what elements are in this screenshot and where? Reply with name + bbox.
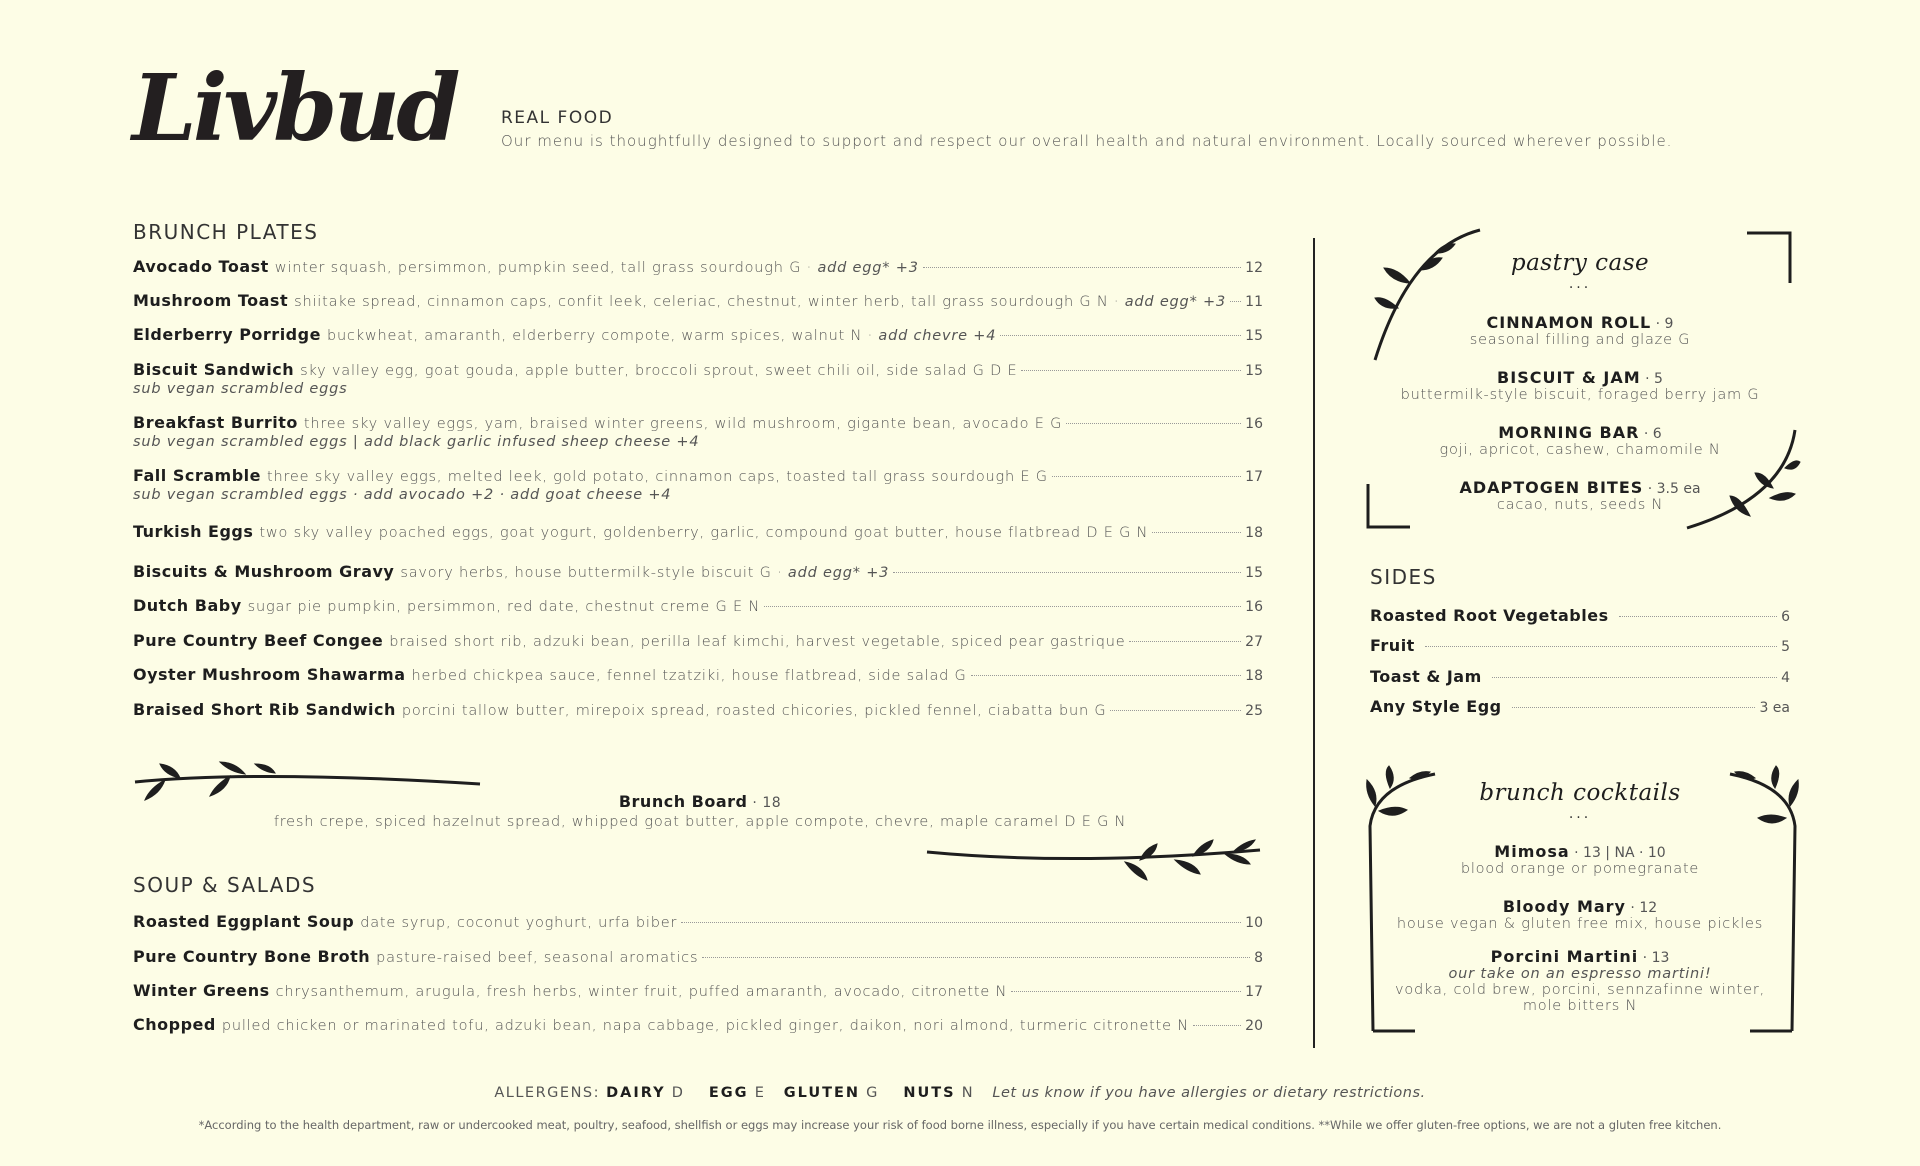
board-description: fresh crepe, spiced hazelnut spread, whipped goat butter, apple compote, chevre, maple caramel D E G N [273, 814, 1127, 830]
item-price: 18 [1245, 668, 1263, 684]
allergens-label: ALLERGENS: [494, 1085, 607, 1101]
pastry-item-name: MORNING BAR [1498, 423, 1640, 442]
pastry-item [1380, 368, 1780, 403]
item-description: date syrup, coconut yoghurt, urfa biber [360, 915, 678, 931]
item-price: 25 [1245, 703, 1263, 719]
cocktail-price: · 13 | NA · 10 [1569, 845, 1666, 861]
cocktail-item [1380, 947, 1780, 1014]
pastry-item-description: seasonal filling and glaze G [1469, 332, 1691, 348]
side-item-name: Roasted Root Vegetables [1370, 606, 1609, 625]
item-price: 10 [1245, 915, 1263, 931]
health-footnote: *According to the health department, raw or undercooked meat, poultry, seafood, shellfish or eggs may increase your risk of food borne illness, especially if you have certain medical conditions. **While we offer gluten-free options, we are not a gluten free kitchen. [198, 1118, 1722, 1132]
pastry-item [1380, 478, 1780, 513]
allergen-egg: EGG [708, 1085, 749, 1101]
item-description: chrysanthemum, arugula, fresh herbs, winter fruit, puffed amaranth, avocado, citronette N [275, 984, 1008, 1000]
sides-heading: SIDES [1370, 565, 1437, 589]
soup-salads-heading: SOUP & SALADS [133, 873, 317, 897]
item-price: 17 [1245, 984, 1263, 1000]
item-description: three sky valley eggs, melted leek, gold potato, cinnamon caps, toasted tall grass sourdough E G [266, 469, 1048, 485]
board-price: · 18 [747, 795, 782, 811]
item-name: Roasted Eggplant Soup [133, 912, 355, 931]
side-item [1370, 606, 1790, 625]
tagline-title: REAL FOOD [501, 108, 614, 128]
menu-item [133, 413, 1263, 450]
cocktail-name: Bloody Mary [1502, 897, 1626, 916]
item-price: 17 [1245, 469, 1263, 485]
brunch-plates-heading: BRUNCH PLATES [133, 220, 319, 244]
pastry-item [1380, 423, 1780, 458]
pastry-item-description: buttermilk-style biscuit, foraged berry jam G [1400, 387, 1760, 403]
item-description: buckwheat, amaranth, elderberry compote, warm spices, walnut N · add chevre +4 [326, 328, 997, 344]
allergen-note: Let us know if you have allergies or dietary restrictions. [992, 1085, 1426, 1101]
item-price: 27 [1245, 634, 1263, 650]
item-price: 18 [1245, 525, 1263, 541]
item-description: herbed chickpea sauce, fennel tzatziki, house flatbread, side salad G [411, 668, 967, 684]
brunch-cocktails-title: brunch cocktails [1479, 780, 1681, 806]
allergen-nuts: NUTS [903, 1085, 956, 1101]
menu-item [133, 291, 1263, 310]
item-name: Oyster Mushroom Shawarma [133, 665, 406, 684]
allergen-gluten: GLUTEN [783, 1085, 861, 1101]
item-substitution: sub vegan scrambled eggs · add avocado +2 · add goat cheese +4 [133, 487, 672, 503]
side-item-price: 3 ea [1759, 700, 1790, 716]
item-description: three sky valley eggs, yam, braised winter greens, wild mushroom, gigante bean, avocado E G [303, 416, 1063, 432]
menu-item [133, 1015, 1263, 1034]
right-branch-icon [925, 838, 1265, 888]
cocktail-item [1380, 897, 1780, 932]
item-name: Elderberry Porridge [133, 325, 321, 344]
item-name: Biscuit Sandwich [133, 360, 295, 379]
item-name: Pure Country Bone Broth [133, 947, 371, 966]
item-name: Fall Scramble [133, 466, 261, 485]
side-item-name: Any Style Egg [1370, 697, 1502, 716]
menu-item [133, 257, 1263, 276]
menu-item [133, 947, 1263, 966]
item-name: Mushroom Toast [133, 291, 289, 310]
item-description: sky valley egg, goat gouda, apple butter, broccoli sprout, sweet chili oil, side salad G D E [300, 363, 1018, 379]
item-description: pulled chicken or marinated tofu, adzuki bean, napa cabbage, pickled ginger, daikon, nori almond, turmeric citronette N [221, 1018, 1189, 1034]
item-price: 20 [1245, 1018, 1263, 1034]
menu-item [133, 700, 1263, 719]
pastry-case-title: pastry case [1510, 250, 1650, 276]
side-item-name: Toast & Jam [1370, 667, 1482, 686]
side-item [1370, 636, 1790, 655]
menu-item [133, 912, 1263, 931]
side-item-name: Fruit [1370, 636, 1415, 655]
item-name: Biscuits & Mushroom Gravy [133, 562, 395, 581]
side-item-price: 4 [1781, 670, 1790, 686]
cocktails-dots: ··· [1568, 810, 1592, 826]
cocktail-name: Mimosa [1494, 842, 1570, 861]
board-name: Brunch Board [618, 792, 748, 811]
item-name: Winter Greens [133, 981, 270, 1000]
brand-logo: Livbud [132, 54, 457, 162]
pastry-top-right-corner-icon [1745, 230, 1795, 285]
menu-item [133, 631, 1263, 650]
pastry-item-name: ADAPTOGEN BITES [1459, 478, 1644, 497]
side-item-price: 5 [1781, 639, 1790, 655]
item-price: 11 [1245, 294, 1263, 310]
side-item-price: 6 [1781, 609, 1790, 625]
item-name: Chopped [133, 1015, 216, 1034]
item-name: Turkish Eggs [133, 522, 254, 541]
pastry-item-price: · 5 [1640, 371, 1663, 387]
item-name: Pure Country Beef Congee [133, 631, 384, 650]
item-name: Dutch Baby [133, 596, 242, 615]
allergen-dairy: DAIRY [606, 1085, 666, 1101]
item-description: porcini tallow butter, mirepoix spread, roasted chicories, pickled fennel, ciabatta bun G [401, 703, 1107, 719]
column-divider [1313, 238, 1315, 1048]
cocktail-description: house vegan & gluten free mix, house pickles [1396, 916, 1764, 932]
menu-item [133, 325, 1263, 344]
cocktail-description-line2: mole bitters N [1522, 998, 1638, 1014]
item-price: 8 [1254, 950, 1263, 966]
pastry-item-description: cacao, nuts, seeds N [1496, 497, 1664, 513]
brunch-board [200, 792, 1200, 830]
tagline-description: Our menu is thoughtfully designed to support and respect our overall health and natural environment. Locally sourced wherever possible. [501, 132, 1673, 150]
pastry-dots: ··· [1568, 280, 1592, 296]
item-price: 15 [1245, 565, 1263, 581]
menu-item [133, 665, 1263, 684]
item-description: two sky valley poached eggs, goat yogurt, goldenberry, garlic, compound goat butter, house flatbread D E G N [259, 525, 1149, 541]
item-price: 12 [1245, 260, 1263, 276]
item-price: 15 [1245, 328, 1263, 344]
pastry-item-price: · 6 [1639, 426, 1662, 442]
menu-item [133, 466, 1263, 503]
menu-item [133, 981, 1263, 1000]
side-item [1370, 667, 1790, 686]
cocktail-description: blood orange or pomegranate [1460, 861, 1700, 877]
pastry-item-name: BISCUIT & JAM [1497, 368, 1641, 387]
menu-item [133, 360, 1263, 397]
item-substitution: sub vegan scrambled eggs | add black garlic infused sheep cheese +4 [133, 434, 700, 450]
item-description: savory herbs, house buttermilk-style biscuit G · add egg* +3 [400, 565, 890, 581]
item-description: winter squash, persimmon, pumpkin seed, tall grass sourdough G · add egg* +3 [274, 260, 919, 276]
item-name: Avocado Toast [133, 257, 269, 276]
cocktail-description: vodka, cold brew, porcini, sennzafinne winter, [1394, 982, 1766, 998]
pastry-item [1380, 313, 1780, 348]
menu-item [133, 562, 1263, 581]
item-description: pasture-raised beef, seasonal aromatics [376, 950, 699, 966]
side-item [1370, 697, 1790, 716]
menu-item [133, 522, 1263, 541]
item-name: Braised Short Rib Sandwich [133, 700, 396, 719]
item-price: 15 [1245, 363, 1263, 379]
cocktail-price: · 12 [1625, 900, 1658, 916]
cocktail-price: · 13 [1638, 950, 1670, 966]
item-description: shiitake spread, cinnamon caps, confit leek, celeriac, chestnut, winter herb, tall grass sourdough G N · add egg* +3 [294, 294, 1227, 310]
item-substitution: sub vegan scrambled eggs [133, 381, 348, 397]
item-description: sugar pie pumpkin, persimmon, red date, chestnut creme G E N [247, 599, 761, 615]
item-name: Breakfast Burrito [133, 413, 298, 432]
menu-item [133, 596, 1263, 615]
pastry-item-price: · 9 [1651, 316, 1674, 332]
cocktail-item [1380, 842, 1780, 877]
item-description: braised short rib, adzuki bean, perilla leaf kimchi, harvest vegetable, spiced pear gastrique [389, 634, 1126, 650]
pastry-item-price: · 3.5 ea [1643, 481, 1701, 497]
pastry-item-name: CINNAMON ROLL [1486, 313, 1652, 332]
cocktail-name: Porcini Martini [1490, 947, 1639, 966]
item-price: 16 [1245, 416, 1263, 432]
item-price: 16 [1245, 599, 1263, 615]
cocktail-italic-note: our take on an espresso martini! [1448, 966, 1712, 982]
pastry-item-description: goji, apricot, cashew, chamomile N [1439, 442, 1721, 458]
allergens-legend: ALLERGENS: DAIRY D EGG E GLUTEN G NUTS N Let us know if you have allergies or dietary restrictions. [494, 1085, 1426, 1101]
